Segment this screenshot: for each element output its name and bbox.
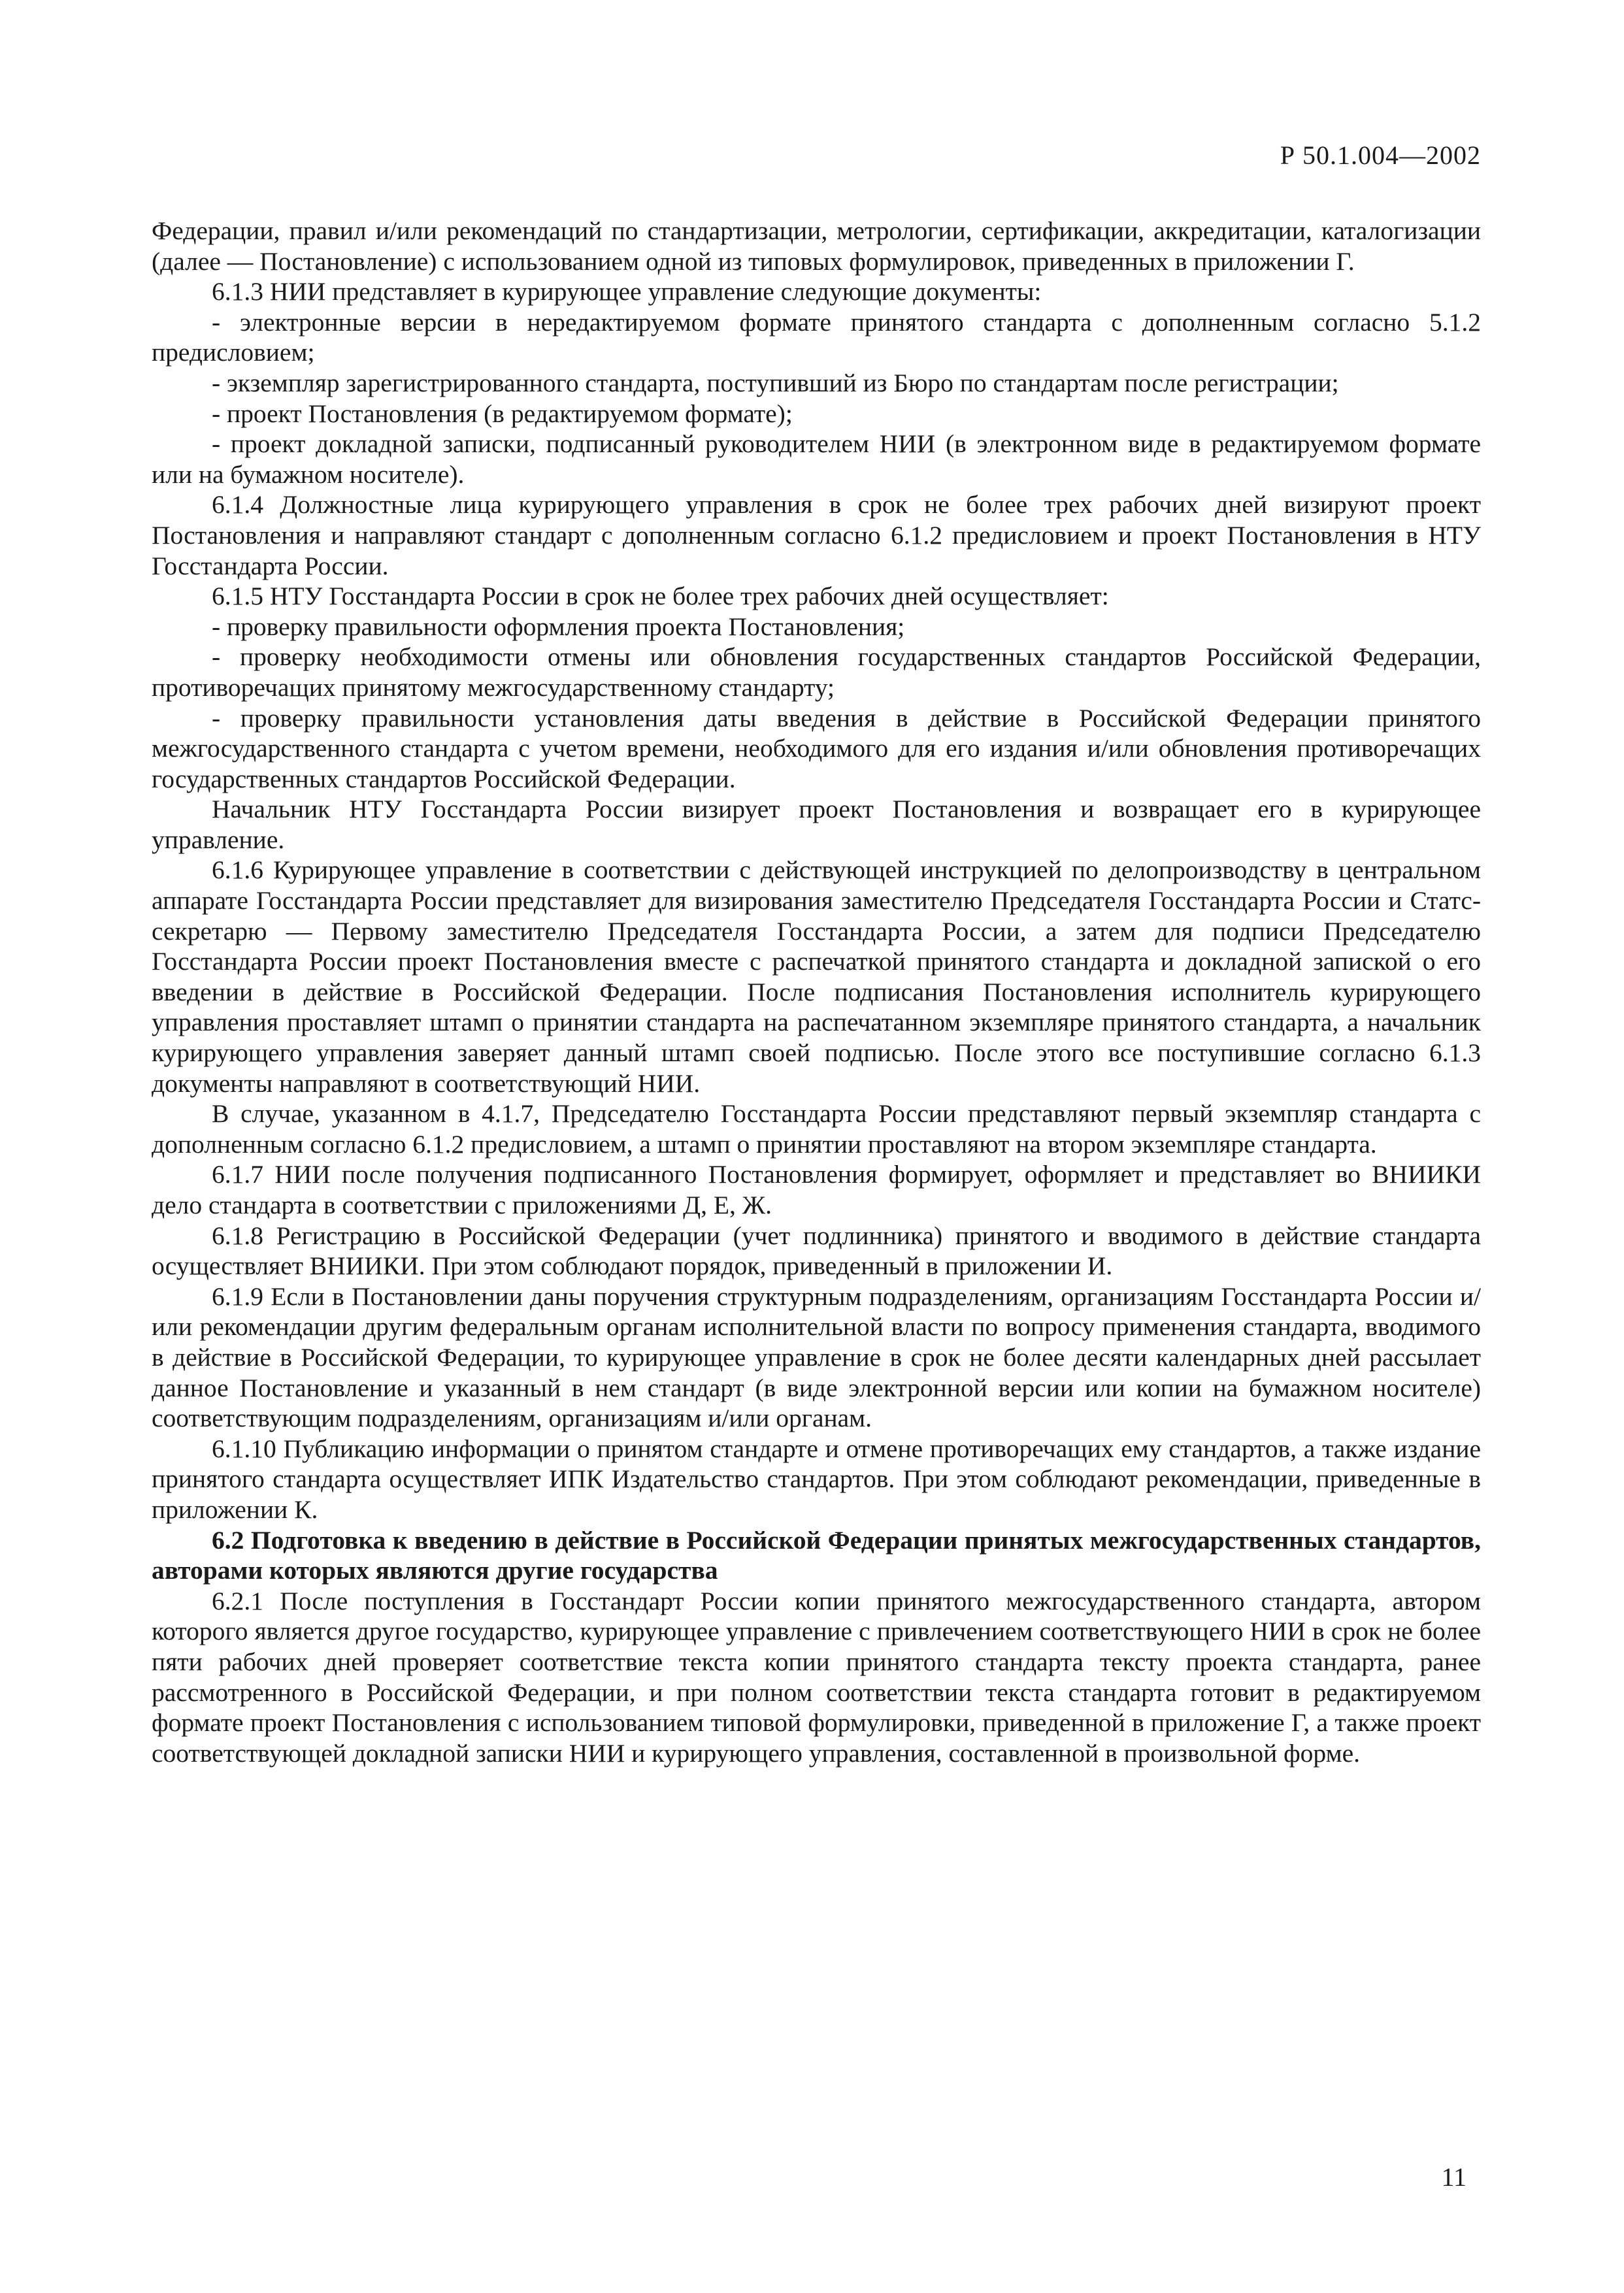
list-item: - экземпляр зарегистрированного стандарта, поступивший из Бюро по стандартам после регистрации; [212,368,1339,397]
document-code: Р 50.1.004—2002 [1280,140,1481,170]
paragraph: Начальник НТУ Госстандарта России визирует проект Постановления и возвращает его в курирующее управление. [152,795,1481,854]
list-item: - проект докладной записки, подписанный руководителем НИИ (в электронном виде в редактируемом формате или на бумажном носителе). [152,429,1481,489]
document-body [152,216,1481,1768]
document-page [152,124,1481,2241]
paragraph: Федерации, правил и/или рекомендаций по стандартизации, метрологии, сертификации, аккредитации, каталогизации (далее — Постановление) с использованием одной из типовых формулировок, приведенных в приложении Г. [152,216,1481,276]
paragraph: 6.1.9 Если в Постановлении даны поручения структурным подразделениям, организациям Госстандарта России и/или рекомендации другим федеральным органам исполнительной власти по вопросу применения стандарта, вводимого в действие в Российской Федерации, то курирующее управление в срок не более десяти календарных дней рассылает данное Постановление и указанный в нем стандарт (в виде электронной версии или копии на бумажном носителе) соответствующим подразделениям, организациям и/или органам. [152,1281,1481,1433]
paragraph: 6.1.7 НИИ после получения подписанного Постановления формирует, оформляет и представляет во ВНИИКИ дело стандарта в соответствии с приложениями Д, Е, Ж. [152,1160,1481,1219]
list-item: - электронные версии в нередактируемом формате принятого стандарта с дополненным согласно 5.1.2 предисловием; [152,307,1481,367]
paragraph: 6.1.10 Публикацию информации о принятом стандарте и отмене противоречащих ему стандартов, а также издание принятого стандарта осуществляет ИПК Издательство стандартов. При этом соблюдают рекомендации, приведенные в приложении К. [152,1434,1481,1524]
paragraph: 6.2.1 После поступления в Госстандарт России копии принятого межгосударственного стандарта, автором которого является другое государство, курирующее управление с привлечением соответствующего НИИ в срок не более пяти рабочих дней проверяет соответствие текста копии принятого стандарта тексту проекта стандарта, ранее рассмотренного в Российской Федерации, и при полном соответствии текста стандарта готовит в редактируемом формате проект Постановления с использованием типовой формулировки, приведенной в приложение Г, а также проект соответствующей докладной записки НИИ и курирующего управления, составленной в произвольной форме. [152,1586,1481,1768]
paragraph: 6.1.3 НИИ представляет в курирующее управление следующие документы: [212,277,1042,306]
paragraph: 6.1.5 НТУ Госстандарта России в срок не более трех рабочих дней осуществляет: [212,582,1109,611]
list-item: - проверку правильности оформления проекта Постановления; [212,612,905,641]
paragraph: 6.1.4 Должностные лица курирующего управления в срок не более трех рабочих дней визируют проект Постановления и направляют стандарт с дополненным согласно 6.1.2 предисловием и проект Постановления в НТУ Госстандарта России. [152,490,1481,580]
page-number: 11 [1441,2162,1467,2192]
paragraph: 6.1.6 Курирующее управление в соответствии с действующей инструкцией по делопроизводству в центральном аппарате Госстандарта России представляет для визирования заместителю Председателя Госстандарта России и Статс-секретарю — Первому заместителю Председателя Госстандарта России, а затем для подписи Председателю Госстандарта России проект Постановления вместе с распечаткой принятого стандарта и докладной запиской о его введении в действие в Российской Федерации. После подписания Постановления исполнитель курирующего управления проставляет штамп о принятии стандарта на распечатанном экземпляре принятого стандарта, а начальник курирующего управления заверяет данный штамп своей подписью. После этого все поступившие согласно 6.1.3 документы направляют в соответствующий НИИ. [152,855,1481,1098]
list-item: - проверку правильности установления даты введения в действие в Российской Федерации принятого межгосударственного стандарта с учетом времени, необходимого для его издания и/или обновления противоречащих государственных стандартов Российской Федерации. [152,703,1481,793]
paragraph: В случае, указанном в 4.1.7, Председателю Госстандарта России представляют первый экземпляр стандарта с дополненным согласно 6.1.2 предисловием, а штамп о принятии проставляют на втором экземпляре стандарта. [152,1099,1481,1159]
section-heading: 6.2 Подготовка к введению в действие в Российской Федерации принятых межгосударственных стандартов, авторами которых являются другие государства [152,1525,1481,1585]
list-item: - проект Постановления (в редактируемом формате); [212,399,793,428]
list-item: - проверку необходимости отмены или обновления государственных стандартов Российской Федерации, противоречащих принятому межгосударственному стандарту; [152,642,1481,702]
paragraph: 6.1.8 Регистрацию в Российской Федерации (учет подлинника) принятого и вводимого в действие стандарта осуществляет ВНИИКИ. При этом соблюдают порядок, приведенный в приложении И. [152,1221,1481,1281]
